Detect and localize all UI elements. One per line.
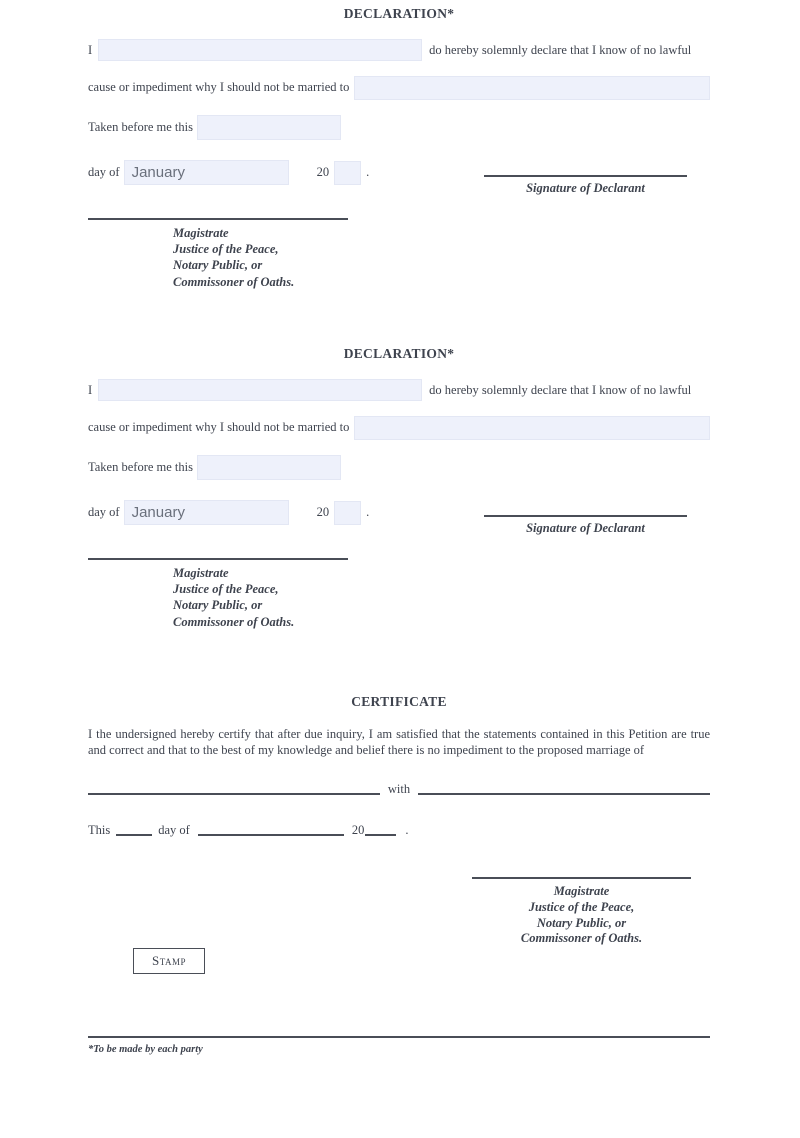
- intro-prefix-label: I: [88, 42, 93, 57]
- day-blank-line: [116, 834, 152, 836]
- year-field[interactable]: [334, 501, 361, 525]
- declarant-name-field[interactable]: [98, 39, 422, 61]
- spouse-name-field[interactable]: [354, 76, 710, 100]
- officiant-role-line: Magistrate: [553, 884, 610, 898]
- declarant-name-row: [88, 378, 710, 402]
- intro-suffix-label: do hereby solemnly declare that I know of no lawful: [429, 42, 692, 57]
- taken-before-day-field[interactable]: [197, 455, 341, 480]
- spouse-row-label: cause or impediment why I should not be married to: [88, 80, 350, 94]
- stamp-box: [133, 948, 205, 974]
- officiant-role-line: Commissoner of Oaths.: [520, 931, 643, 946]
- page-footer: [88, 1036, 710, 1055]
- spouse-name-field[interactable]: [354, 416, 710, 440]
- party1-blank-line: [88, 793, 380, 795]
- officiant-role-line: Justice of the Peace,: [173, 582, 279, 597]
- certificate-title: CERTIFICATE: [351, 694, 447, 709]
- taken-before-day-field[interactable]: [197, 115, 341, 140]
- month-blank-line: [198, 834, 344, 836]
- officiant-role-line: Notary Public, or: [536, 915, 627, 930]
- end-period-label: .: [366, 505, 370, 519]
- year-prefix-label: 20: [316, 505, 330, 519]
- declarant-signature-line: [484, 175, 687, 177]
- officiant-role-line: Notary Public, or: [173, 598, 263, 613]
- spouse-name-row: [88, 75, 710, 100]
- end-period-label: .: [366, 165, 370, 179]
- with-label: with: [387, 782, 411, 796]
- certificate-date-row: [88, 820, 710, 838]
- officiant-role-line: Magistrate: [173, 226, 229, 240]
- year-field[interactable]: [334, 161, 361, 185]
- day-of-label: day of: [158, 823, 190, 837]
- spouse-row-label: cause or impediment why I should not be married to: [88, 420, 350, 434]
- officiant-signature-line: [88, 218, 348, 220]
- officiant-role-line: Justice of the Peace,: [173, 242, 279, 257]
- this-label: This: [88, 823, 111, 837]
- year-prefix-label: 20: [316, 165, 330, 179]
- declaration-section-1: [88, 6, 710, 290]
- footnote: *To be made by each party: [88, 1044, 203, 1055]
- month-select[interactable]: [124, 500, 289, 525]
- officiant-signature-line: [88, 558, 348, 560]
- year-prefix-label: 20: [351, 823, 365, 837]
- year-blank-line: [365, 834, 396, 836]
- officiant-role-line: Justice of the Peace,: [528, 899, 635, 914]
- officiant-role-line: Magistrate: [173, 566, 229, 580]
- declarant-signature-area: [484, 175, 687, 196]
- declarant-signature-area: [484, 515, 687, 536]
- spouse-name-row: [88, 415, 710, 440]
- officiant-role-line: Notary Public, or: [173, 258, 263, 273]
- taken-before-row: [88, 115, 710, 140]
- officiant-role-line: Commissoner of Oaths.: [173, 274, 295, 289]
- officiant-roles-block: [472, 884, 691, 947]
- stamp-label: Stamp: [151, 953, 186, 968]
- intro-suffix-label: do hereby solemnly declare that I know of no lawful: [429, 382, 692, 397]
- declaration-section-2: [88, 346, 710, 630]
- declaration-title: DECLARATION*: [343, 6, 455, 21]
- signature-caption: Signature of Declarant: [526, 181, 645, 195]
- certificate-section: [88, 694, 710, 974]
- declarant-signature-line: [484, 515, 687, 517]
- signature-caption: Signature of Declarant: [526, 521, 645, 535]
- party2-blank-line: [418, 793, 710, 795]
- month-select-value: January: [131, 504, 185, 521]
- day-of-label: day of: [88, 165, 120, 179]
- intro-prefix-label: I: [88, 382, 93, 397]
- officiant-role-line: Commissoner of Oaths.: [173, 614, 295, 629]
- taken-before-label: Taken before me this: [88, 460, 193, 474]
- parties-row: [88, 781, 710, 797]
- declarant-name-row: [88, 38, 710, 62]
- certifier-signature-area: [472, 877, 691, 947]
- certificate-bottom-row: [88, 870, 710, 974]
- month-select[interactable]: [124, 160, 289, 185]
- officiant-roles-block: [173, 225, 710, 290]
- declaration-title: DECLARATION*: [343, 346, 455, 361]
- taken-before-label: Taken before me this: [88, 120, 193, 134]
- taken-before-row: [88, 455, 710, 480]
- month-select-value: January: [131, 164, 185, 181]
- end-period-label: .: [405, 823, 409, 837]
- declarant-name-field[interactable]: [98, 379, 422, 401]
- officiant-roles-block: [173, 565, 710, 630]
- certifier-signature-line: [472, 877, 691, 879]
- certificate-body: I the undersigned hereby certify that after due inquiry, I am satisfied that the statements contained in this Petition are true and correct and that to the best of my knowledge and belief there is no impediment to the proposed marriage of: [88, 727, 710, 757]
- day-of-label: day of: [88, 505, 120, 519]
